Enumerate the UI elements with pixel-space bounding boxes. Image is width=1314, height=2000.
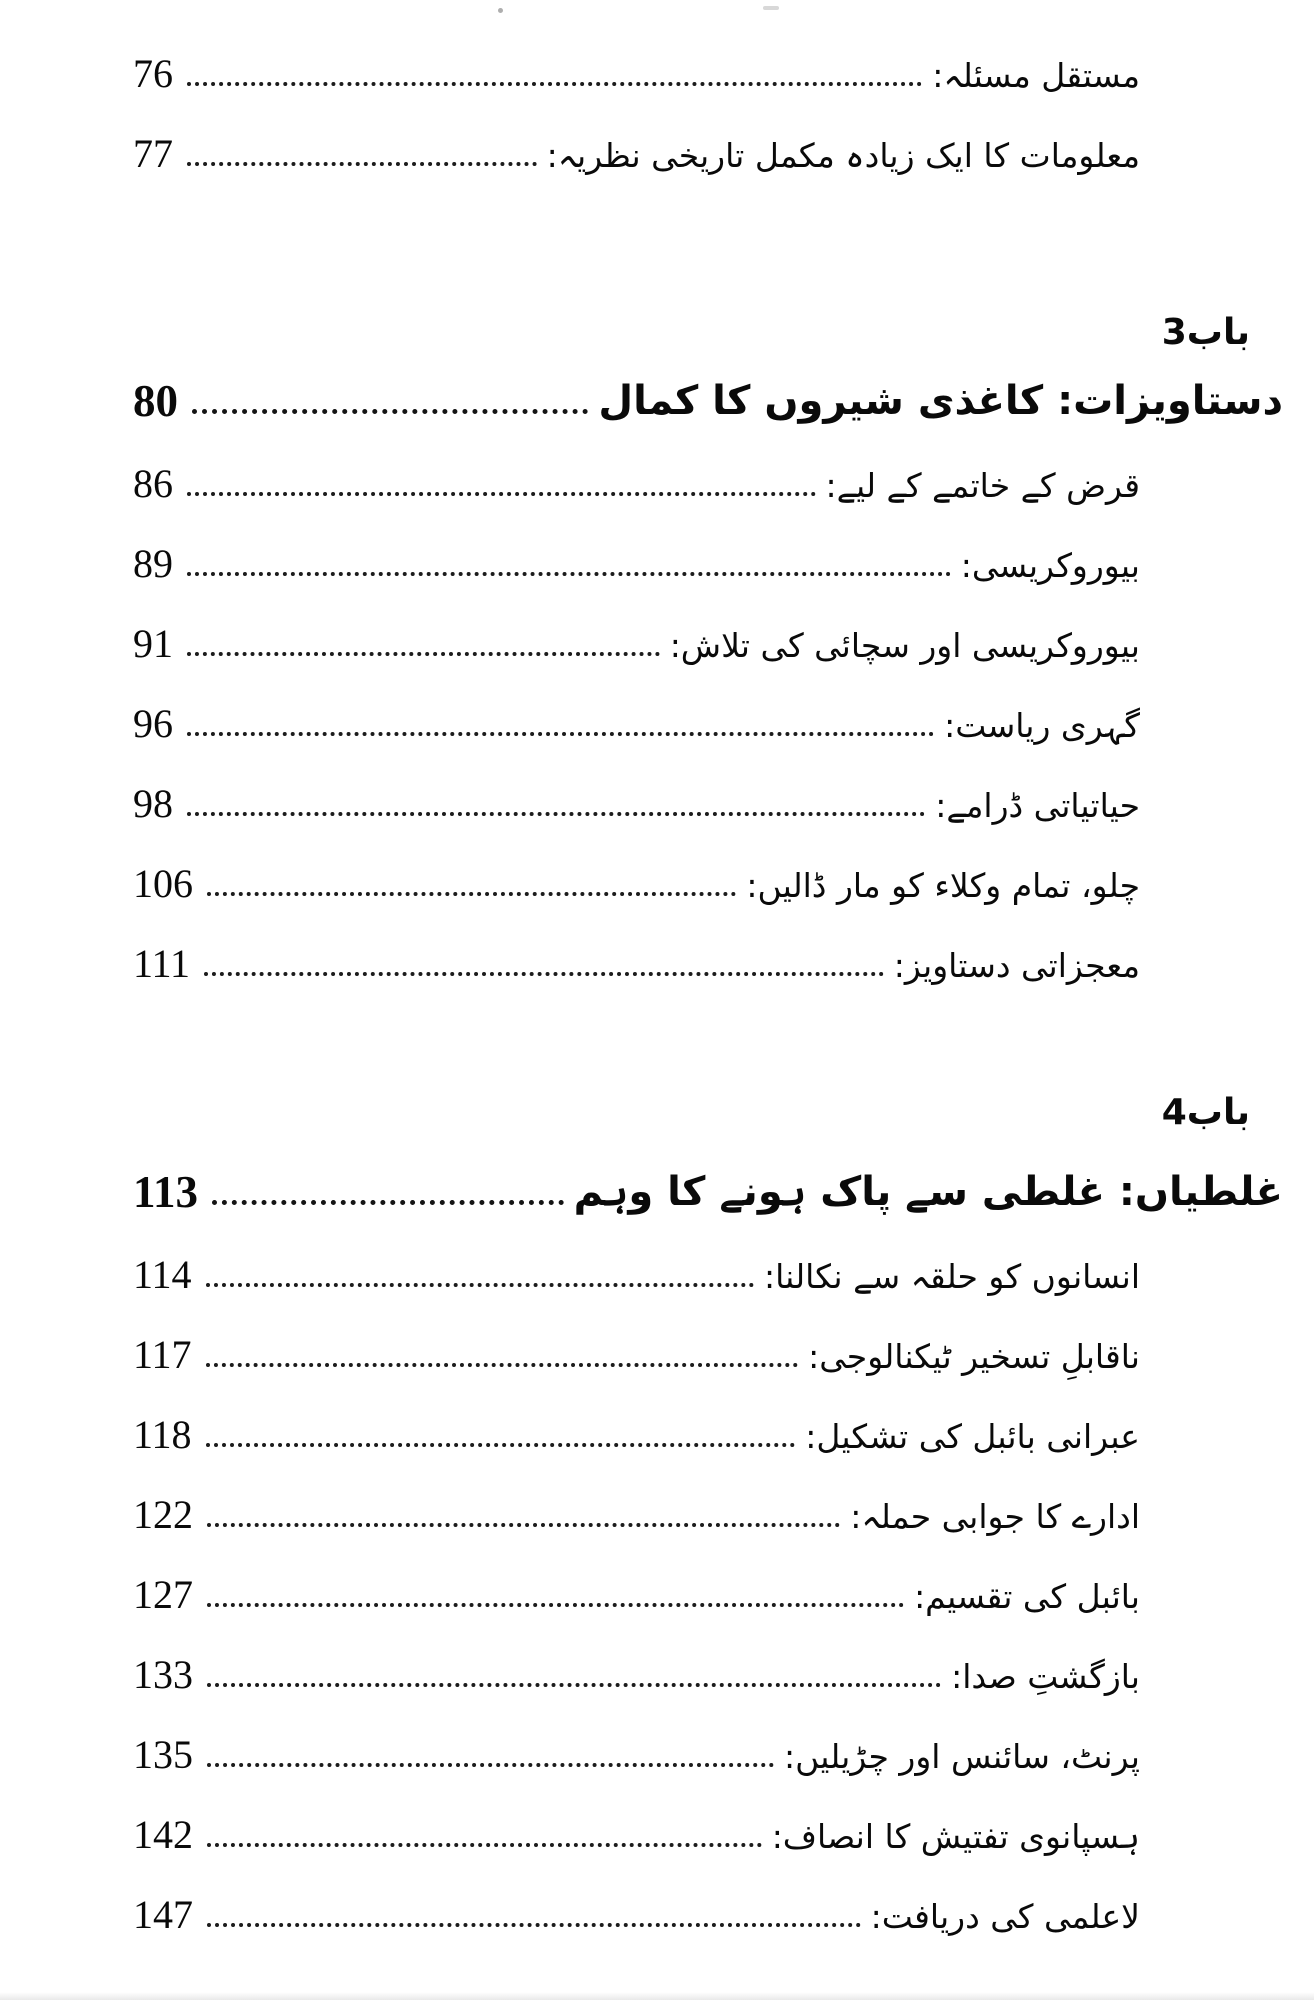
entry-label: ہسپانوی تفتیش کا انصاف: [771,1816,1140,1856]
dot-leader [206,1443,796,1447]
page-number: 89 [133,541,173,586]
toc-entry [0,96,1314,176]
page-number: 76 [133,51,173,96]
entry-label: عبرانی بائبل کی تشکیل: [805,1416,1140,1456]
chapter-heading: باب3 [1161,312,1250,353]
entry-label: بیوروکریسی اور سچائی کی تلاش: [669,625,1140,665]
page-number: 80 [133,375,178,426]
page-number: 122 [133,1492,193,1537]
page-number: 113 [133,1166,199,1217]
toc-entry [0,16,1314,96]
entry-label: بیوروکریسی: [960,545,1140,585]
page-number: 118 [133,1412,192,1457]
toc-entry [0,506,1314,586]
toc-entry [0,666,1314,746]
toc-entry [0,1857,1314,1937]
dot-leader [204,972,884,976]
chapter-title-row [0,1140,1314,1217]
page-number: 96 [133,701,173,746]
page-number: 91 [133,621,173,666]
entry-label: پرنٹ، سائنس اور چڑیلیں: [784,1736,1140,1776]
dot-leader [207,892,736,896]
toc-entry [0,746,1314,826]
dot-leader [207,1923,861,1927]
toc-entry [0,586,1314,666]
entry-label: لاعلمی کی دریافت: [870,1896,1140,1936]
dot-leader [207,1523,840,1527]
page-number: 98 [133,781,173,826]
toc-entry [0,1377,1314,1457]
page-number: 86 [133,461,173,506]
dot-leader [187,812,925,816]
dot-leader [187,652,660,656]
toc-entry [0,1297,1314,1377]
scan-speck [498,8,503,13]
chapter-title: غلطیاں: غلطی سے پاک ہونے کا وہم [573,1169,1283,1215]
dot-leader [187,82,922,86]
entry-label: بازگشتِ صدا: [951,1656,1140,1696]
page-number: 114 [133,1252,192,1297]
dot-leader [207,1603,904,1607]
entry-label: انسانوں کو حلقہ سے نکالنا: [763,1256,1140,1296]
entry-label: ادارے کا جوابی حملہ: [850,1496,1140,1536]
dot-leader [187,732,934,736]
dot-leader [207,1763,774,1767]
dot-leader [187,162,537,166]
dot-leader [207,1683,941,1687]
dot-leader [206,1363,799,1367]
chapter-title: دستاویزات: کاغذی شیروں کا کمال [598,378,1283,424]
entry-label: چلو، تمام وکلاء کو مار ڈالیں: [746,865,1140,905]
page-number: 142 [133,1812,193,1857]
entry-label: حیاتیاتی ڈرامے: [935,785,1140,825]
entry-label: ناقابلِ تسخیر ٹیکنالوجی: [808,1336,1140,1376]
dot-leader [192,409,588,414]
toc-entry [0,906,1314,986]
page-number: 135 [133,1732,193,1777]
chapter-title-row [0,360,1314,426]
toc-entry [0,1537,1314,1617]
scan-edge-shadow [0,1992,1314,2000]
toc-entry [0,426,1314,506]
dot-leader [207,1843,762,1847]
entry-label: قرض کے خاتمے کے لیے: [825,465,1140,505]
dot-leader [206,1283,754,1287]
page-number: 133 [133,1652,193,1697]
dot-leader [187,572,951,576]
page-number: 147 [133,1892,193,1937]
toc-entry [0,1697,1314,1777]
page-number: 106 [133,861,193,906]
entry-label: بائبل کی تقسیم: [914,1576,1140,1616]
chapter-heading: باب4 [1161,1092,1250,1133]
entry-label: معجزاتی دستاویز: [893,945,1140,985]
page-number: 77 [133,131,173,176]
dot-leader [187,492,816,496]
toc-entry [0,826,1314,906]
page-number: 127 [133,1572,193,1617]
page-number: 117 [133,1332,192,1377]
toc-entry [0,1617,1314,1697]
toc-entry [0,1777,1314,1857]
page-number: 111 [133,941,191,986]
entry-label: گہری ریاست: [944,705,1140,745]
toc-entry [0,1457,1314,1537]
scan-speck [763,6,779,10]
entry-label: معلومات کا ایک زیادہ مکمل تاریخی نظریہ: [546,135,1140,175]
toc-entry [0,1217,1314,1297]
entry-label: مستقل مسئلہ: [932,55,1140,95]
dot-leader [212,1200,564,1205]
